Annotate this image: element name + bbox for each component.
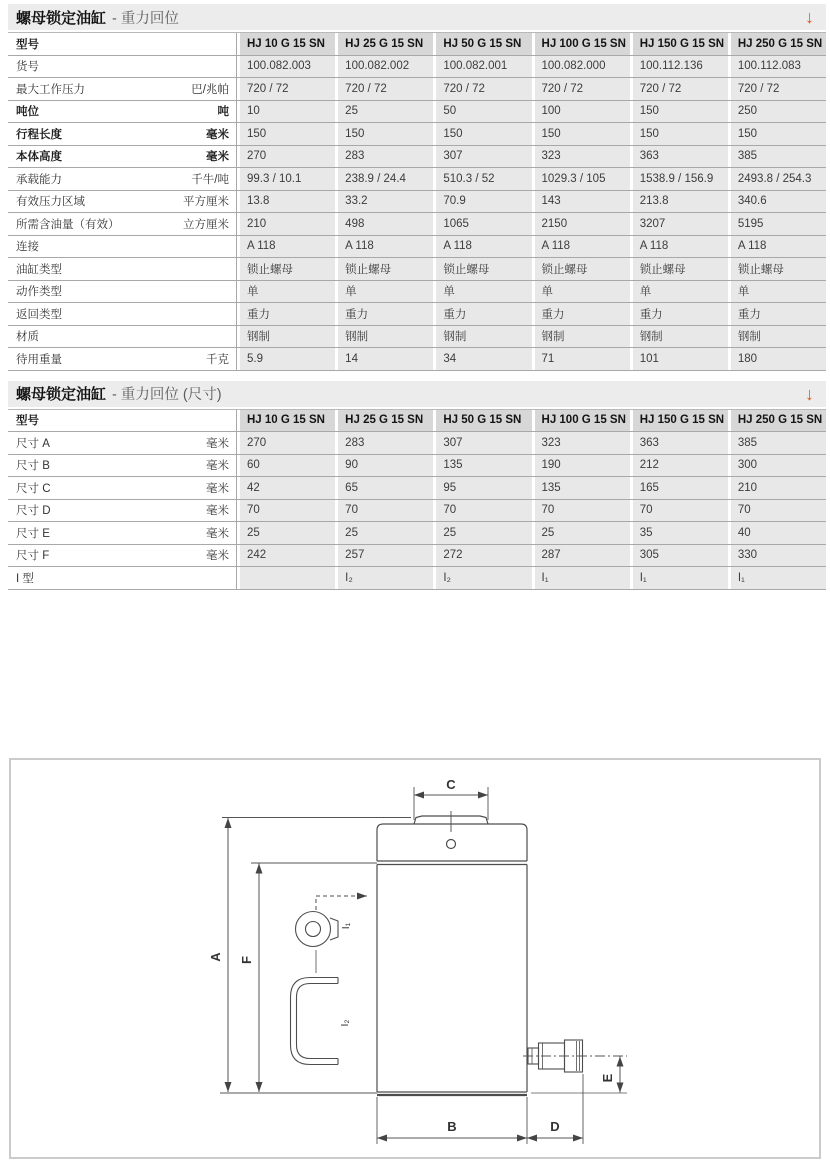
value-cell: 720 / 72 xyxy=(633,78,728,100)
value-cell: 70 xyxy=(436,500,531,522)
value-cell: 300 xyxy=(731,455,826,477)
table-header-row xyxy=(8,33,826,56)
model-column-header xyxy=(8,33,237,55)
value-cell: 25 xyxy=(338,101,433,123)
table-row xyxy=(8,236,826,259)
value-cell: 1029.3 / 105 xyxy=(535,168,630,190)
value-cell: 34 xyxy=(436,348,531,370)
value-cell: 143 xyxy=(535,191,630,213)
value-cell: 272 xyxy=(436,545,531,567)
row-label: 返回类型 xyxy=(16,308,62,321)
value-cell: 100.082.003 xyxy=(240,56,335,78)
value-cell: 70 xyxy=(338,500,433,522)
row-unit: 毫米 xyxy=(206,550,229,563)
dim-a-label: A xyxy=(208,952,223,962)
row-unit: 毫米 xyxy=(206,128,229,141)
value-cell: 150 xyxy=(633,101,728,123)
table-row xyxy=(8,326,826,349)
row-label-cell xyxy=(8,477,237,499)
value-cell: 60 xyxy=(240,455,335,477)
dims-table-titlebar xyxy=(8,381,826,407)
value-cell: 单 xyxy=(240,281,335,303)
value-cell: 385 xyxy=(731,432,826,454)
value-cell: 210 xyxy=(731,477,826,499)
row-label-cell xyxy=(8,303,237,325)
dimension-diagram-panel xyxy=(9,758,821,1159)
value-cell: 250 xyxy=(731,101,826,123)
value-cell: 323 xyxy=(535,146,630,168)
row-label: 尺寸 F xyxy=(16,550,50,563)
row-label: 行程长度 xyxy=(16,128,62,141)
value-cell: 重力 xyxy=(436,303,531,325)
row-label: 所需含油量（有效） xyxy=(16,218,120,231)
row-label-cell xyxy=(8,146,237,168)
value-cell: 钢制 xyxy=(633,326,728,348)
row-label: 货号 xyxy=(16,61,39,74)
value-cell: 单 xyxy=(731,281,826,303)
row-label: 最大工作压力 xyxy=(16,83,85,96)
value-cell: 25 xyxy=(338,522,433,544)
model-header: HJ 150 G 15 SN xyxy=(633,410,728,432)
value-cell: 270 xyxy=(240,432,335,454)
value-cell: 150 xyxy=(338,123,433,145)
fill-port-hole xyxy=(447,840,456,849)
row-label: 承载能力 xyxy=(16,173,62,186)
value-cell: 锁止螺母 xyxy=(338,258,433,280)
row-label-cell xyxy=(8,522,237,544)
value-cell: 385 xyxy=(731,146,826,168)
value-cell: 70 xyxy=(633,500,728,522)
page-subtitle: - 重力回位 (尺寸) xyxy=(112,387,222,403)
dim-d-label: D xyxy=(550,1119,560,1134)
value-cell: 150 xyxy=(436,123,531,145)
row-label-cell xyxy=(8,101,237,123)
value-cell: 35 xyxy=(633,522,728,544)
value-cell: 498 xyxy=(338,213,433,235)
table-row xyxy=(8,500,826,523)
value-cell: 100.082.001 xyxy=(436,56,531,78)
value-cell: 720 / 72 xyxy=(338,78,433,100)
value-cell: 钢制 xyxy=(338,326,433,348)
row-unit: 立方厘米 xyxy=(183,218,229,231)
table-row xyxy=(8,213,826,236)
value-cell: 180 xyxy=(731,348,826,370)
value-cell: 305 xyxy=(633,545,728,567)
value-cell: 242 xyxy=(240,545,335,567)
dim-c-label: C xyxy=(446,777,456,792)
page-subtitle: - 重力回位 xyxy=(112,10,179,27)
model-header: HJ 25 G 15 SN xyxy=(338,410,433,432)
row-unit: 千克 xyxy=(206,353,229,366)
value-cell: 213.8 xyxy=(633,191,728,213)
row-label: 尺寸 C xyxy=(16,482,51,495)
value-cell: 单 xyxy=(436,281,531,303)
row-label-cell xyxy=(8,168,237,190)
value-cell: A 118 xyxy=(240,236,335,258)
page-title: 螺母锁定油缸 xyxy=(16,9,107,27)
value-cell: 90 xyxy=(338,455,433,477)
row-label-cell xyxy=(8,213,237,235)
value-cell: 单 xyxy=(535,281,630,303)
value-cell: 钢制 xyxy=(436,326,531,348)
value-cell: 10 xyxy=(240,101,335,123)
value-cell: 单 xyxy=(633,281,728,303)
table-header-row xyxy=(8,410,826,433)
value-cell: 70 xyxy=(240,500,335,522)
value-cell: 重力 xyxy=(338,303,433,325)
value-cell: 3207 xyxy=(633,213,728,235)
row-label: 待用重量 xyxy=(16,353,62,366)
row-label: 动作类型 xyxy=(16,286,62,299)
value-cell: A 118 xyxy=(338,236,433,258)
value-cell: 2493.8 / 254.3 xyxy=(731,168,826,190)
value-cell: 150 xyxy=(731,123,826,145)
value-cell: 25 xyxy=(240,522,335,544)
value-cell: 323 xyxy=(535,432,630,454)
value-cell: I₂ xyxy=(436,567,531,589)
value-cell: 283 xyxy=(338,146,433,168)
spec-table-section xyxy=(8,4,826,371)
row-label-cell xyxy=(8,191,237,213)
value-cell: I₂ xyxy=(338,567,433,589)
row-label-cell xyxy=(8,123,237,145)
value-cell: 25 xyxy=(535,522,630,544)
row-label: 有效压力区域 xyxy=(16,196,85,209)
row-unit: 千牛/吨 xyxy=(191,173,229,186)
value-cell: 重力 xyxy=(535,303,630,325)
value-cell: 720 / 72 xyxy=(731,78,826,100)
row-label-cell xyxy=(8,567,237,589)
value-cell: 单 xyxy=(338,281,433,303)
download-arrow-icon[interactable]: ↓ xyxy=(805,383,814,404)
row-label-cell xyxy=(8,500,237,522)
value-cell: 283 xyxy=(338,432,433,454)
value-cell: 25 xyxy=(436,522,531,544)
value-cell: 363 xyxy=(633,432,728,454)
value-cell: 720 / 72 xyxy=(535,78,630,100)
value-cell: I₁ xyxy=(633,567,728,589)
value-cell: 重力 xyxy=(240,303,335,325)
dims-table-section xyxy=(8,381,826,590)
table-row xyxy=(8,567,826,590)
value-cell: 99.3 / 10.1 xyxy=(240,168,335,190)
download-arrow-icon[interactable]: ↓ xyxy=(805,7,814,27)
row-label-cell xyxy=(8,56,237,78)
row-label-cell xyxy=(8,348,237,370)
value-cell: 100.082.002 xyxy=(338,56,433,78)
value-cell: 42 xyxy=(240,477,335,499)
row-unit: 毫米 xyxy=(206,460,229,473)
cylinder-drawing xyxy=(11,760,819,1157)
row-unit: 毫米 xyxy=(206,527,229,540)
value-cell: 720 / 72 xyxy=(436,78,531,100)
value-cell: 锁止螺母 xyxy=(535,258,630,280)
table-row xyxy=(8,303,826,326)
table-row xyxy=(8,432,826,455)
row-unit: 毫米 xyxy=(206,437,229,450)
value-cell: 锁止螺母 xyxy=(436,258,531,280)
value-cell: 238.9 / 24.4 xyxy=(338,168,433,190)
value-cell: 5195 xyxy=(731,213,826,235)
dim-b-label: B xyxy=(447,1119,457,1134)
row-unit: 毫米 xyxy=(206,482,229,495)
table-row xyxy=(8,348,826,371)
header-label: 型号 xyxy=(16,415,39,428)
value-cell: 135 xyxy=(535,477,630,499)
dim-e-label: E xyxy=(600,1073,615,1083)
cylinder-body xyxy=(377,811,527,1095)
row-label-cell xyxy=(8,326,237,348)
row-label-cell xyxy=(8,281,237,303)
model-header: HJ 250 G 15 SN xyxy=(731,410,826,432)
value-cell: 307 xyxy=(436,432,531,454)
value-cell: 70 xyxy=(731,500,826,522)
value-cell: I₁ xyxy=(731,567,826,589)
value-cell: 100.082.000 xyxy=(535,56,630,78)
row-label: 油缸类型 xyxy=(16,263,62,276)
value-cell: 330 xyxy=(731,545,826,567)
model-header: HJ 10 G 15 SN xyxy=(240,410,335,432)
model-header: HJ 100 G 15 SN xyxy=(535,33,630,55)
table-row xyxy=(8,258,826,281)
row-unit: 毫米 xyxy=(206,151,229,164)
model-column-header xyxy=(8,410,237,432)
table-row xyxy=(8,56,826,79)
row-label-cell xyxy=(8,455,237,477)
table-row xyxy=(8,545,826,568)
value-cell: 1538.9 / 156.9 xyxy=(633,168,728,190)
value-cell: 287 xyxy=(535,545,630,567)
model-header: HJ 50 G 15 SN xyxy=(436,410,531,432)
value-cell: 钢制 xyxy=(240,326,335,348)
value-cell: 锁止螺母 xyxy=(633,258,728,280)
value-cell: 65 xyxy=(338,477,433,499)
table-row xyxy=(8,191,826,214)
dim-a xyxy=(220,818,411,1094)
value-cell: 14 xyxy=(338,348,433,370)
table-row xyxy=(8,146,826,169)
value-cell: 50 xyxy=(436,101,531,123)
value-cell: 210 xyxy=(240,213,335,235)
value-cell: 1065 xyxy=(436,213,531,235)
value-cell: 510.3 / 52 xyxy=(436,168,531,190)
value-cell: A 118 xyxy=(633,236,728,258)
value-cell: A 118 xyxy=(436,236,531,258)
row-unit: 毫米 xyxy=(206,505,229,518)
value-cell: 257 xyxy=(338,545,433,567)
model-header: HJ 100 G 15 SN xyxy=(535,410,630,432)
model-header: HJ 250 G 15 SN xyxy=(731,33,826,55)
table-row xyxy=(8,78,826,101)
row-label-cell xyxy=(8,78,237,100)
value-cell: 33.2 xyxy=(338,191,433,213)
value-cell: 5.9 xyxy=(240,348,335,370)
row-label: 尺寸 D xyxy=(16,505,51,518)
value-cell: 307 xyxy=(436,146,531,168)
value-cell: 190 xyxy=(535,455,630,477)
header-label: 型号 xyxy=(16,38,39,51)
row-unit: 吨 xyxy=(217,106,229,119)
value-cell: 212 xyxy=(633,455,728,477)
row-label-cell xyxy=(8,432,237,454)
value-cell: 100.112.083 xyxy=(731,56,826,78)
value-cell: A 118 xyxy=(535,236,630,258)
value-cell: 70.9 xyxy=(436,191,531,213)
dims-table xyxy=(8,409,826,590)
value-cell: 340.6 xyxy=(731,191,826,213)
row-unit: 平方厘米 xyxy=(183,196,229,209)
model-header: HJ 50 G 15 SN xyxy=(436,33,531,55)
row-label: 吨位 xyxy=(16,106,39,119)
table-row xyxy=(8,477,826,500)
value-cell: 重力 xyxy=(731,303,826,325)
model-header: HJ 25 G 15 SN xyxy=(338,33,433,55)
table-row xyxy=(8,281,826,304)
row-label: I 型 xyxy=(16,572,34,585)
value-cell: 13.8 xyxy=(240,191,335,213)
label-i1: I₁ xyxy=(340,922,352,930)
value-cell: 101 xyxy=(633,348,728,370)
page-title: 螺母锁定油缸 xyxy=(16,386,107,403)
value-cell: 钢制 xyxy=(535,326,630,348)
value-cell: 150 xyxy=(535,123,630,145)
value-cell: 363 xyxy=(633,146,728,168)
value-cell: 135 xyxy=(436,455,531,477)
table-row xyxy=(8,101,826,124)
carry-handle xyxy=(291,978,339,1065)
value-cell: 95 xyxy=(436,477,531,499)
lifting-eye xyxy=(296,912,339,974)
dim-f-label: F xyxy=(239,956,254,964)
value-cell: 165 xyxy=(633,477,728,499)
spec-table-titlebar xyxy=(8,4,826,30)
spec-table xyxy=(8,32,826,371)
value-cell: 270 xyxy=(240,146,335,168)
row-label: 本体高度 xyxy=(16,151,62,164)
row-label: 连接 xyxy=(16,241,39,254)
value-cell: 40 xyxy=(731,522,826,544)
row-label: 尺寸 B xyxy=(16,460,50,473)
model-header: HJ 150 G 15 SN xyxy=(633,33,728,55)
row-label: 材质 xyxy=(16,331,39,344)
value-cell: 锁止螺母 xyxy=(240,258,335,280)
value-cell: 70 xyxy=(535,500,630,522)
value-cell: 钢制 xyxy=(731,326,826,348)
value-cell: 锁止螺母 xyxy=(731,258,826,280)
value-cell: 71 xyxy=(535,348,630,370)
value-cell xyxy=(240,567,335,589)
table-row xyxy=(8,168,826,191)
row-unit: 巴/兆帕 xyxy=(191,83,229,96)
value-cell: I₁ xyxy=(535,567,630,589)
value-cell: 720 / 72 xyxy=(240,78,335,100)
value-cell: 150 xyxy=(240,123,335,145)
table-row xyxy=(8,522,826,545)
value-cell: 100 xyxy=(535,101,630,123)
value-cell: A 118 xyxy=(731,236,826,258)
row-label-cell xyxy=(8,258,237,280)
model-header: HJ 10 G 15 SN xyxy=(240,33,335,55)
row-label: 尺寸 E xyxy=(16,527,50,540)
eye-leader-arrow xyxy=(316,896,367,910)
row-label-cell xyxy=(8,545,237,567)
row-label: 尺寸 A xyxy=(16,437,50,450)
value-cell: 重力 xyxy=(633,303,728,325)
value-cell: 150 xyxy=(633,123,728,145)
label-i2: I₂ xyxy=(339,1019,351,1027)
value-cell: 2150 xyxy=(535,213,630,235)
value-cell: 100.112.136 xyxy=(633,56,728,78)
row-label-cell xyxy=(8,236,237,258)
table-row xyxy=(8,455,826,478)
table-row xyxy=(8,123,826,146)
